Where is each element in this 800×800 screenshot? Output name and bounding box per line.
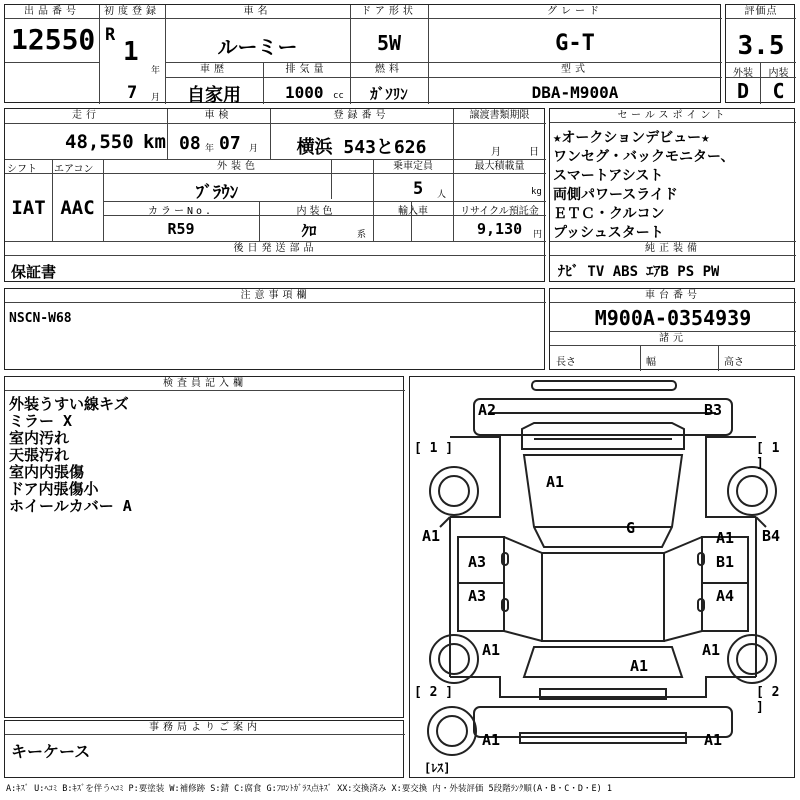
- ext-color-header: 外装色: [217, 161, 259, 172]
- vehicle-detail-block: [4, 108, 545, 282]
- dim-width-label: 幅: [646, 357, 656, 368]
- history: 自家用: [187, 85, 241, 106]
- exterior-header: 外装: [733, 68, 753, 79]
- chassis-block: [549, 288, 795, 370]
- sales-point-header: セールスポイント: [550, 109, 796, 123]
- damage-legend: A:ｷｽﾞ U:ﾍｺﾐ B:ｷｽﾞを伴うﾍｺﾐ P:要塗装 W:補修跡 S:錆 C:腐食 G:ﾌﾛﾝﾄｶﾞﾗｽ点ｷｽﾞ XX:交換済み X:要交換 内・外装評価 5段階ﾗﾝｸ順(A・B・C・D・E) 1: [6, 784, 612, 794]
- recycle-unit: 円: [533, 230, 543, 240]
- car-name-header: 車名: [165, 5, 350, 19]
- damage-mark-right-front-door-dent: B1: [716, 553, 735, 571]
- capacity-unit: 人: [437, 190, 447, 200]
- later-parts: 保証書: [11, 263, 57, 281]
- sales-point-block: [549, 108, 795, 282]
- lot-no-header: 出品番号: [5, 5, 99, 19]
- first-reg-month-unit: 月: [151, 93, 161, 103]
- inspector-notes: 外装うすい線キズ ミラー X 室内汚れ 天張汚れ 室内内張傷 ドア内張傷小 ホイールカバー A: [9, 395, 132, 515]
- later-parts-header: 後日発送部品: [233, 243, 318, 254]
- displacement-unit: cc: [333, 91, 344, 101]
- recycle-header: リサイクル預託金: [460, 206, 539, 217]
- inspector-block: [4, 376, 404, 718]
- car-name: ルーミー: [217, 35, 298, 59]
- door-type: 5W: [376, 31, 402, 55]
- office-header: 事務局よりご案内: [5, 721, 405, 735]
- mileage-unit: km: [143, 131, 166, 153]
- score: 3.5: [737, 31, 785, 61]
- dim-length-label: 長さ: [556, 357, 576, 368]
- capacity-header: 乗車定員: [393, 161, 433, 172]
- inspection-month-unit: 月: [249, 144, 259, 154]
- import-header: 輸入車: [398, 206, 428, 217]
- damage-mark-right-fender: B4: [762, 527, 781, 545]
- tire-label-front-left: [ 1 ]: [414, 441, 454, 456]
- damage-mark-right-quarter: A1: [702, 641, 721, 659]
- damage-mark-right-rear-door: A4: [716, 587, 735, 605]
- interior-header: 内装: [768, 68, 789, 79]
- damage-mark-roof: G: [626, 519, 636, 537]
- damage-mark-front-right-corner: B3: [704, 401, 723, 419]
- inspection-header: 車検: [204, 110, 233, 121]
- exterior-score: D: [736, 79, 750, 103]
- lot-no: 12550: [11, 23, 96, 56]
- grade-header: グレード: [428, 5, 722, 19]
- damage-mark-left-quarter: A1: [482, 641, 501, 659]
- displacement-header: 排気量: [285, 64, 328, 75]
- damage-mark-back-door: A1: [630, 657, 649, 675]
- first-reg-month: 7: [127, 83, 138, 103]
- max-load-unit: kg: [531, 187, 542, 197]
- first-reg-year-unit: 年: [151, 66, 161, 76]
- max-load-header: 最大積載量: [474, 161, 525, 172]
- damage-mark-left-fender: A1: [422, 527, 441, 545]
- equipment: ﾅﾋﾞ TV ABS ｴｱB PS PW: [558, 264, 720, 280]
- inspection-year: 08: [179, 133, 201, 154]
- dimensions-header: 諸元: [550, 332, 796, 346]
- damage-mark-left-rear-door: A3: [468, 587, 487, 605]
- score-block: [725, 4, 795, 103]
- first-reg-year: 1: [123, 37, 139, 67]
- score-header: 評価点: [726, 5, 796, 19]
- history-header: 車歴: [200, 64, 228, 75]
- inspection-month: 07: [219, 133, 241, 154]
- reg-no: 横浜 543と626: [296, 137, 427, 158]
- aircon: AAC: [60, 197, 95, 219]
- fuel: ｶﾞｿﾘﾝ: [370, 85, 408, 103]
- tire-label-spare: [ﾚｽ]: [424, 761, 451, 775]
- capacity: 5: [413, 179, 424, 199]
- mileage: 48,550: [65, 131, 134, 153]
- reg-no-header: 登録番号: [333, 110, 390, 121]
- car-outline-diagram: [410, 377, 796, 779]
- transfer-header: 譲渡書類期限: [469, 110, 530, 121]
- notes: NSCN-W68: [9, 311, 72, 326]
- int-color: ｸﾛ: [301, 222, 317, 240]
- office-note: キーケース: [11, 742, 91, 761]
- damage-mark-rear-bumper-right: A1: [704, 731, 723, 749]
- color-no-header: カラーNo.: [147, 206, 215, 217]
- transfer-day-unit: 日: [529, 147, 539, 158]
- damage-mark-front-left-corner: A2: [478, 401, 497, 419]
- notes-header: 注意事項欄: [5, 289, 546, 303]
- int-color-unit: 系: [357, 230, 367, 240]
- door-type-header: ドア形状: [350, 5, 428, 19]
- ext-color: ﾌﾞﾗｳﾝ: [195, 183, 239, 203]
- mileage-header: 走行: [72, 110, 100, 121]
- color-no: R59: [167, 220, 195, 238]
- first-reg-era: R: [105, 25, 116, 45]
- interior-score: C: [772, 79, 785, 103]
- model-header: 型式: [561, 64, 589, 75]
- office-block: [4, 720, 404, 778]
- grade: G-T: [555, 31, 595, 56]
- shift-header: シフト: [7, 164, 37, 175]
- damage-mark-left-front-door: A3: [468, 553, 487, 571]
- aircon-header: エアコン: [54, 164, 94, 175]
- inspector-header: 検査員記入欄: [5, 377, 405, 391]
- vehicle-header-block: [4, 4, 721, 106]
- equipment-header: 純正装備: [550, 242, 796, 256]
- fuel-header: 燃料: [375, 64, 403, 75]
- int-color-header: 内装色: [296, 206, 336, 217]
- tire-label-front-right: [ 1 ]: [756, 441, 780, 471]
- transfer-month-unit: 月: [491, 147, 501, 158]
- notes-block: [4, 288, 545, 370]
- dim-height-label: 高さ: [724, 357, 744, 368]
- damage-diagram: [409, 376, 795, 778]
- damage-mark-rear-bumper-left: A1: [482, 731, 501, 749]
- tire-label-rear-right: [ 2 ]: [756, 685, 780, 715]
- chassis-header: 車台番号: [550, 289, 796, 303]
- tire-label-rear-left: [ 2 ]: [414, 685, 454, 700]
- chassis-number: M900A-0354939: [594, 306, 752, 330]
- first-reg-header: 初度登録: [99, 5, 165, 19]
- sales-point: ★オークションデビュー★ ワンセグ・バックモニター、 スマートアシスト 両側パワースライド ＥＴＣ・クルコン プッシュスタート: [553, 130, 735, 241]
- model: DBA-M900A: [531, 83, 619, 102]
- recycle: 9,130: [477, 220, 523, 238]
- inspection-year-unit: 年: [205, 144, 215, 154]
- shift: IAT: [11, 197, 46, 219]
- damage-mark-right-front-door: A1: [716, 529, 735, 547]
- displacement: 1000: [285, 83, 324, 102]
- damage-mark-hood: A1: [546, 473, 565, 491]
